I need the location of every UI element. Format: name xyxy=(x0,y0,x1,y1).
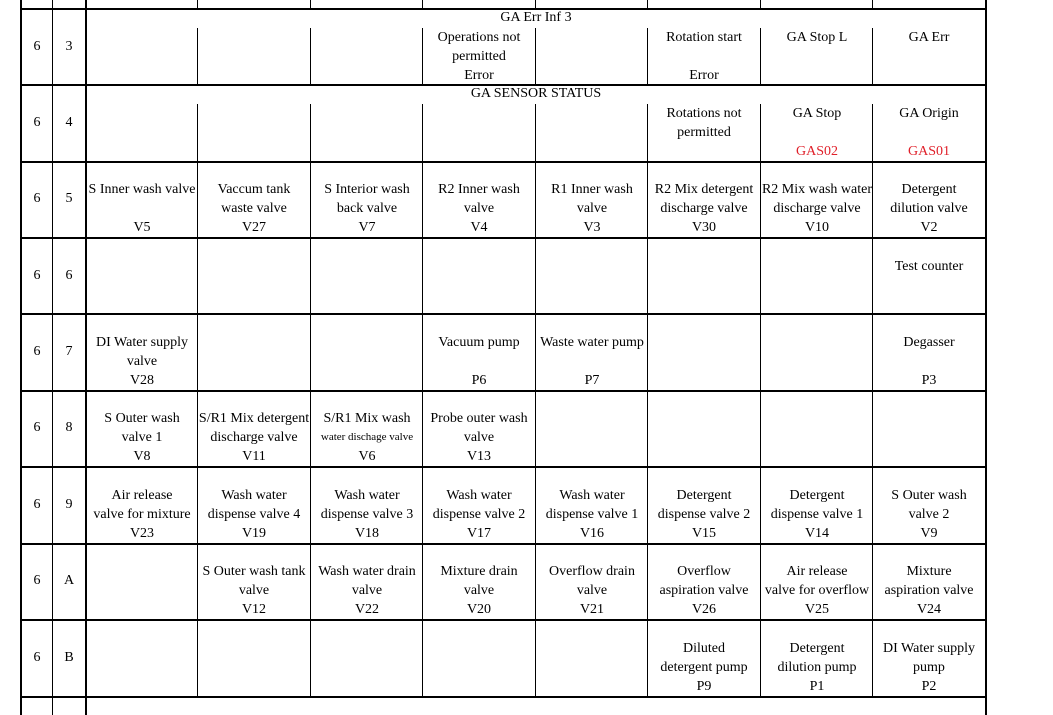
cell-line: Mixture xyxy=(906,564,952,579)
cell-line: Probe outer wash xyxy=(430,411,528,426)
cell-line: V8 xyxy=(133,449,151,464)
cell-line: waste valve xyxy=(221,201,287,216)
cell-line xyxy=(873,123,985,142)
row-title: GA Err Inf 3 xyxy=(500,10,572,25)
cell-label xyxy=(86,333,198,390)
cell-label xyxy=(648,486,760,543)
cell-line: GA Stop L xyxy=(786,30,848,45)
cell-line: Degasser xyxy=(903,335,955,350)
cell-line: valve xyxy=(576,201,608,216)
cell-label xyxy=(648,639,760,696)
row-index-b: 3 xyxy=(65,39,73,54)
cell-line: discharge valve xyxy=(773,201,861,216)
cell-line: valve xyxy=(576,583,608,598)
cell-line: Detergent xyxy=(676,488,732,503)
row-divider xyxy=(20,543,986,545)
cell-line: aspiration valve xyxy=(659,583,749,598)
cell-label xyxy=(761,562,873,619)
cell-line: V21 xyxy=(579,602,605,617)
cell-line: Overflow drain xyxy=(549,564,635,579)
cell-divider xyxy=(197,238,198,314)
row-index-a: 6 xyxy=(33,420,41,435)
row-index-a: 6 xyxy=(33,191,41,206)
cell-line: V15 xyxy=(691,526,717,541)
cell-line: Detergent xyxy=(789,641,845,656)
cell-label xyxy=(873,486,985,543)
cell-line: Wash water xyxy=(559,488,625,503)
cell-line: V5 xyxy=(133,220,151,235)
cell-line: dispense valve 3 xyxy=(320,507,414,522)
cell-label xyxy=(198,180,310,237)
cell-line: P3 xyxy=(921,373,937,388)
cell-divider xyxy=(310,104,311,161)
cell-line: valve for mixture xyxy=(93,507,191,522)
cell-label xyxy=(536,486,648,543)
cell-divider xyxy=(310,28,311,85)
sensor-code: GAS02 xyxy=(795,144,838,159)
row-divider xyxy=(20,237,986,239)
cell-line: dispense valve 2 xyxy=(657,507,751,522)
cell-line: dilution valve xyxy=(890,201,968,216)
row-index-a: 6 xyxy=(33,344,41,359)
cell-line: permitted xyxy=(452,49,506,64)
cell-line: dilution pump xyxy=(777,660,857,675)
cell-line: V14 xyxy=(804,526,830,541)
cell-label xyxy=(536,562,648,619)
cell-line: Wash water drain xyxy=(318,564,416,579)
cell-line: V26 xyxy=(691,602,717,617)
row-index-b: 8 xyxy=(65,420,73,435)
cell-label xyxy=(648,562,760,619)
row-divider xyxy=(20,313,986,315)
cell-label xyxy=(86,409,198,466)
cell-line: Air release xyxy=(786,564,848,579)
cell-divider xyxy=(760,390,761,466)
cell-divider xyxy=(197,620,198,696)
cell-label xyxy=(423,409,535,466)
cell-line: dispense valve 4 xyxy=(207,507,301,522)
row-index-b: 7 xyxy=(65,344,73,359)
cell-label xyxy=(311,486,423,543)
cell-line xyxy=(873,352,985,371)
cell-line: P1 xyxy=(809,679,825,694)
cell-line: P6 xyxy=(471,373,487,388)
cell-divider xyxy=(535,620,536,696)
cell-line: Detergent xyxy=(789,488,845,503)
cell-line: valve xyxy=(126,354,158,369)
cell-label xyxy=(423,333,535,390)
row-divider xyxy=(20,466,986,468)
cell-label xyxy=(86,180,198,237)
cell-label xyxy=(86,486,198,543)
cell-divider xyxy=(872,390,873,466)
row-index-a: 6 xyxy=(33,268,41,283)
cell-line: valve 1 xyxy=(121,430,163,445)
cell-line: V13 xyxy=(466,449,492,464)
cell-line: V10 xyxy=(804,220,830,235)
cell-line: discharge valve xyxy=(210,430,298,445)
cell-line: R2 Inner wash xyxy=(438,182,520,197)
row-divider xyxy=(20,696,986,698)
cell-label xyxy=(873,639,985,696)
cell-line: P2 xyxy=(921,679,937,694)
cell-line: V22 xyxy=(354,602,380,617)
cell-line: valve xyxy=(238,583,270,598)
cell-label xyxy=(873,180,985,237)
cell-line: V17 xyxy=(466,526,492,541)
column-divider xyxy=(985,0,987,715)
cell-line: permitted xyxy=(677,125,731,140)
cell-line: DI Water supply xyxy=(883,641,975,656)
cell-line: GA Stop xyxy=(792,106,842,121)
cell-line: Operations not xyxy=(437,30,521,45)
cell-line: V7 xyxy=(358,220,376,235)
row-index-b: 9 xyxy=(65,497,73,512)
cell-divider xyxy=(760,0,761,9)
cell-line: P7 xyxy=(584,373,600,388)
cell-label xyxy=(761,180,873,237)
cell-divider xyxy=(647,390,648,466)
cell-line: S Outer wash xyxy=(891,488,967,503)
cell-line: valve xyxy=(463,583,495,598)
cell-divider xyxy=(535,104,536,161)
cell-label xyxy=(423,486,535,543)
cell-line: Detergent xyxy=(901,182,957,197)
cell-line: discharge valve xyxy=(660,201,748,216)
cell-label xyxy=(311,562,423,619)
cell-divider xyxy=(310,238,311,314)
row-index-a: 6 xyxy=(33,573,41,588)
row-divider xyxy=(20,161,986,163)
cell-line: back valve xyxy=(336,201,398,216)
cell-line: Waste water pump xyxy=(540,335,644,350)
row-index-a: 6 xyxy=(33,497,41,512)
cell-line: V6 xyxy=(358,449,376,464)
cell-label xyxy=(761,104,873,161)
row-divider xyxy=(20,390,986,392)
cell-line: S/R1 Mix detergent xyxy=(198,411,310,426)
cell-line: S/R1 Mix wash xyxy=(323,411,411,426)
cell-label xyxy=(536,180,648,237)
cell-line: V9 xyxy=(920,526,938,541)
cell-label xyxy=(873,257,985,276)
cell-divider xyxy=(872,0,873,9)
cell-label xyxy=(873,333,985,390)
row-index-b: 6 xyxy=(65,268,73,283)
cell-line: R2 Mix wash water xyxy=(761,182,873,197)
cell-divider xyxy=(535,0,536,9)
cell-line: S Outer wash tank xyxy=(202,564,306,579)
cell-line: R1 Inner wash xyxy=(551,182,633,197)
cell-divider xyxy=(197,0,198,9)
cell-line: valve 2 xyxy=(908,507,950,522)
cell-line: Wash water xyxy=(221,488,287,503)
cell-line: valve xyxy=(463,430,495,445)
cell-line: V28 xyxy=(129,373,155,388)
cell-label xyxy=(648,180,760,237)
cell-line: V20 xyxy=(466,602,492,617)
cell-divider xyxy=(647,0,648,9)
row-index-a: 6 xyxy=(33,115,41,130)
cell-line: detergent pump xyxy=(660,660,748,675)
cell-line: S Interior wash xyxy=(324,182,410,197)
cell-line: V4 xyxy=(470,220,488,235)
cell-line: Mixture drain xyxy=(440,564,518,579)
cell-label xyxy=(648,104,760,142)
cell-line: V18 xyxy=(354,526,380,541)
cell-line: S Inner wash valve xyxy=(88,182,196,197)
cell-label xyxy=(761,639,873,696)
cell-line: GA Err xyxy=(908,30,950,45)
row-index-b: 4 xyxy=(65,115,73,130)
cell-line: Diluted xyxy=(683,641,725,656)
cell-line: V3 xyxy=(583,220,601,235)
cell-divider xyxy=(422,238,423,314)
cell-line: Rotations not xyxy=(666,106,742,121)
cell-line: Rotation start xyxy=(666,30,742,45)
cell-line: V2 xyxy=(920,220,938,235)
cell-line: R2 Mix detergent xyxy=(654,182,754,197)
cell-label xyxy=(423,180,535,237)
cell-line xyxy=(536,352,648,371)
cell-line: Overflow xyxy=(677,564,731,579)
row-divider xyxy=(20,619,986,621)
cell-divider xyxy=(535,238,536,314)
cell-line: pump xyxy=(913,660,945,675)
cell-line: valve for overflow xyxy=(764,583,870,598)
cell-line: V24 xyxy=(916,602,942,617)
cell-line: Wash water xyxy=(446,488,512,503)
cell-line: Wash water xyxy=(334,488,400,503)
cell-line xyxy=(648,47,760,66)
cell-line: Test counter xyxy=(894,259,964,274)
cell-line: Vacuum pump xyxy=(438,335,520,350)
sensor-code: GAS01 xyxy=(907,144,950,159)
cell-divider xyxy=(872,238,873,314)
cell-line xyxy=(423,352,535,371)
cell-label xyxy=(423,562,535,619)
row-index-a: 6 xyxy=(33,39,41,54)
cell-divider xyxy=(535,28,536,85)
cell-line: S Outer wash xyxy=(104,411,180,426)
column-divider xyxy=(52,0,53,715)
cell-line: V19 xyxy=(241,526,267,541)
cell-divider xyxy=(197,28,198,85)
cell-line: Air release xyxy=(111,488,173,503)
cell-label xyxy=(873,562,985,619)
row-index-b: 5 xyxy=(65,191,73,206)
cell-divider xyxy=(647,238,648,314)
cell-label xyxy=(198,562,310,619)
cell-label xyxy=(873,104,985,161)
cell-line: V27 xyxy=(241,220,267,235)
cell-line: Vaccum tank xyxy=(217,182,291,197)
cell-line xyxy=(86,199,198,218)
cell-line: Error xyxy=(464,68,494,83)
cell-divider xyxy=(310,314,311,390)
cell-label xyxy=(198,486,310,543)
cell-line: V23 xyxy=(129,526,155,541)
cell-label xyxy=(423,28,535,85)
cell-line xyxy=(761,123,873,142)
cell-divider xyxy=(422,0,423,9)
cell-label xyxy=(761,486,873,543)
cell-line: DI Water supply xyxy=(96,335,188,350)
cell-label xyxy=(311,409,423,466)
cell-label xyxy=(873,28,985,47)
cell-line: V16 xyxy=(579,526,605,541)
cell-line: aspiration valve xyxy=(884,583,974,598)
cell-line: V25 xyxy=(804,602,830,617)
cell-line: GA Origin xyxy=(899,106,959,121)
cell-line: water dischage valve xyxy=(320,431,414,443)
cell-line: dispense valve 2 xyxy=(432,507,526,522)
cell-label xyxy=(198,409,310,466)
cell-divider xyxy=(535,390,536,466)
cell-label xyxy=(648,28,760,85)
cell-line: P9 xyxy=(696,679,712,694)
row-index-a: 6 xyxy=(33,650,41,665)
cell-divider xyxy=(760,314,761,390)
cell-line: dispense valve 1 xyxy=(770,507,864,522)
cell-divider xyxy=(197,104,198,161)
cell-divider xyxy=(310,620,311,696)
cell-divider xyxy=(760,238,761,314)
cell-divider xyxy=(422,104,423,161)
cell-line: V30 xyxy=(691,220,717,235)
row-index-b: B xyxy=(64,650,74,665)
cell-label xyxy=(536,333,648,390)
cell-divider xyxy=(422,620,423,696)
cell-line: V12 xyxy=(241,602,267,617)
row-title: GA SENSOR STATUS xyxy=(470,86,602,101)
cell-line: Error xyxy=(689,68,719,83)
row-index-b: A xyxy=(63,573,75,588)
cell-line: valve xyxy=(351,583,383,598)
cell-line: dispense valve 1 xyxy=(545,507,639,522)
cell-line: valve xyxy=(463,201,495,216)
cell-line: V11 xyxy=(242,449,266,464)
cell-divider xyxy=(310,0,311,9)
cell-label xyxy=(761,28,873,47)
cell-label xyxy=(311,180,423,237)
